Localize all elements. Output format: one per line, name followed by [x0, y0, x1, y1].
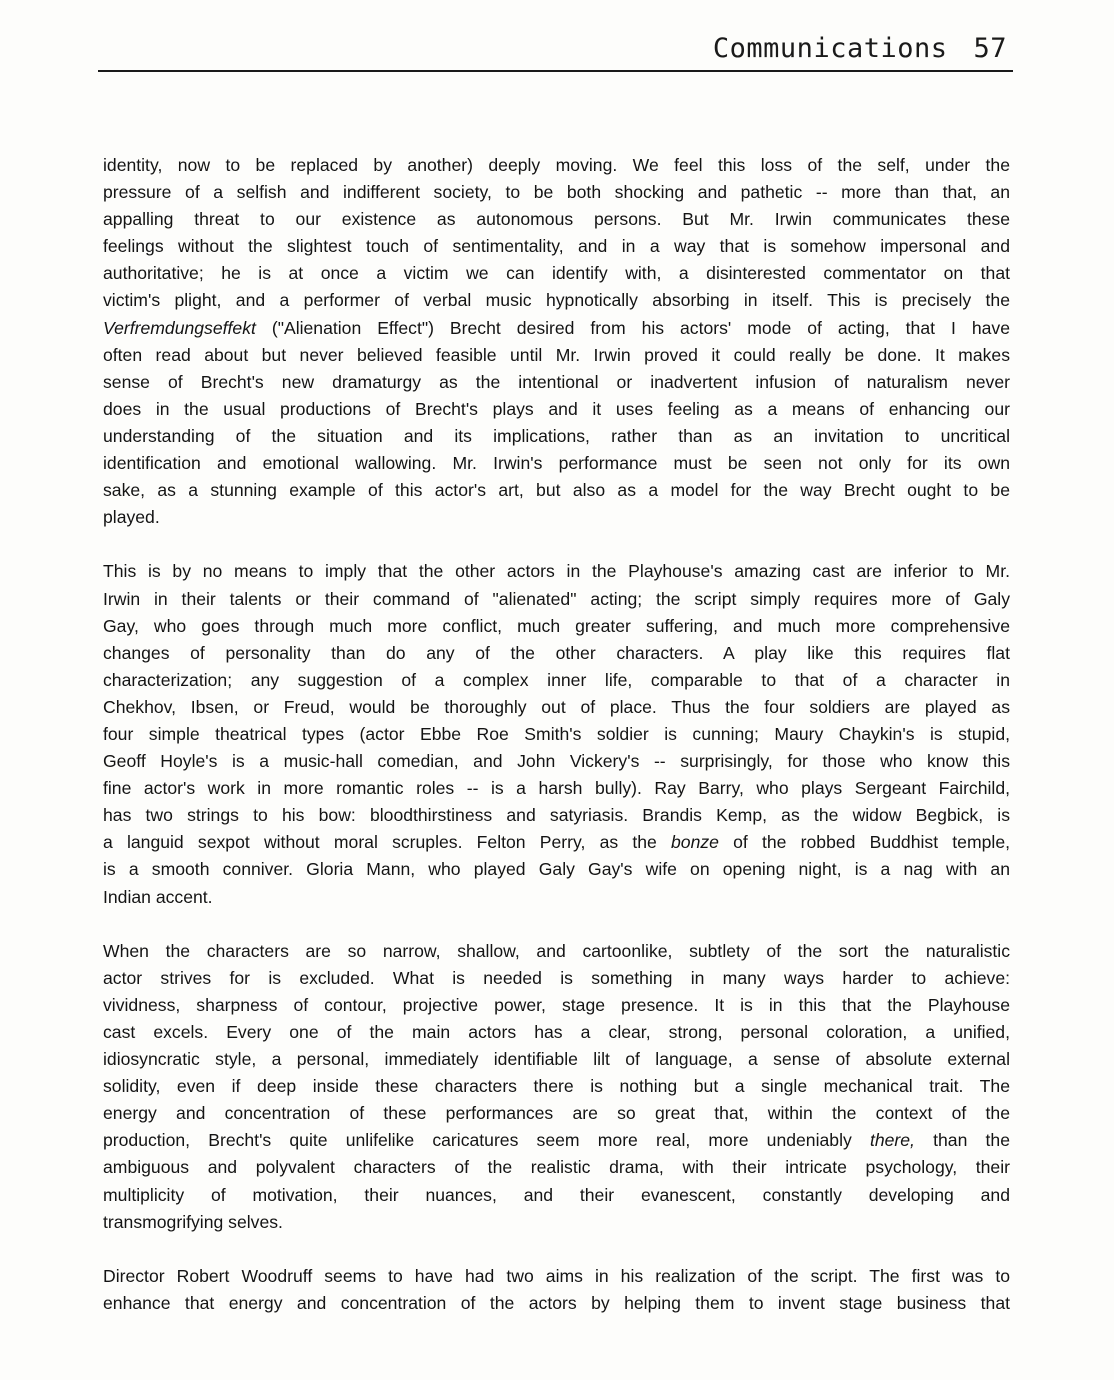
text-segment: than the [914, 1130, 1010, 1151]
text-line: energy and concentration of these performances are so great that, within the context of the [103, 1103, 1010, 1124]
text-line: Director Robert Woodruff seems to have had two aims in his realization of the script. The first was to [103, 1265, 1010, 1286]
text-line: solidity, even if deep inside these characters there is nothing but a single mechanical trait. The [103, 1076, 1010, 1097]
text-line: feelings without the slightest touch of sentimentality, and in a way that is somehow impersonal and [103, 236, 1010, 257]
text-line: When the characters are so narrow, shallow, and cartoonlike, subtlety of the sort the naturalistic [103, 940, 1010, 961]
text-line: enhance that energy and concentration of the actors by helping them to invent stage business that [103, 1292, 1010, 1313]
text-line: victim's plight, and a performer of verbal music hypnotically absorbing in itself. This is precisely the [103, 290, 1010, 311]
text-line: does in the usual productions of Brecht's plays and it uses feeling as a means of enhancing our [103, 398, 1010, 419]
text-line: Chekhov, Ibsen, or Freud, would be thoroughly out of place. Thus the four soldiers are played as [103, 696, 1010, 717]
text-line: authoritative; he is at once a victim we can identify with, a disinterested commentator on that [103, 263, 1010, 284]
text-segment: production, Brecht's quite unlifelike caricatures seem more real, more undeniably [103, 1130, 870, 1151]
text-line: four simple theatrical types (actor Ebbe Roe Smith's soldier is cunning; Maury Chaykin's is stupid, [103, 723, 1010, 744]
text-line: Gay, who goes through much more conflict, much greater suffering, and much more comprehensive [103, 615, 1010, 636]
text-line: idiosyncratic style, a personal, immediately identifiable lilt of language, a sense of absolute external [103, 1049, 1010, 1070]
text-line [103, 315, 1010, 342]
text-line: identification and emotional wallowing. Mr. Irwin's performance must be seen not only for its own [103, 453, 1010, 474]
paragraph [103, 938, 1010, 1236]
text-line: identity, now to be replaced by another) deeply moving. We feel this loss of the self, under the [103, 155, 1010, 175]
paragraph [103, 1263, 1010, 1317]
text-line: sense of Brecht's new dramaturgy as the intentional or inadvertent infusion of naturalism never [103, 371, 1010, 392]
text-line: transmogrifying selves. [103, 1211, 283, 1232]
text-line: ambiguous and polyvalent characters of the realistic drama, with their intricate psychology, their [103, 1157, 1010, 1178]
text-line: This is by no means to imply that the other actors in the Playhouse's amazing cast are inferior to Mr. [103, 561, 1010, 582]
text-line: sake, as a stunning example of this actor's art, but also as a model for the way Brecht ought to be [103, 480, 1010, 501]
text-line: actor strives for is excluded. What is needed is something in many ways harder to achieve: [103, 967, 1010, 988]
text-line: Indian accent. [103, 886, 213, 907]
text-line: changes of personality than do any of the other characters. A play like this requires flat [103, 642, 1010, 663]
running-title: Communications [712, 33, 948, 64]
text-line: cast excels. Every one of the main actors has a clear, strong, personal coloration, a unified, [103, 1022, 1010, 1042]
text-line: fine actor's work in more romantic roles -- is a harsh bully). Ray Barry, who plays Sergeant Fairchild, [103, 778, 1010, 799]
text-line: Irwin in their talents or their command of "alienated" acting; the script simply requires more of Galy [103, 588, 1010, 609]
text-line: appalling threat to our existence as autonomous persons. But Mr. Irwin communicates these [103, 209, 1010, 230]
text-line: played. [103, 507, 160, 528]
text-line: multiplicity of motivation, their nuances, and their evanescent, constantly developing and [103, 1184, 1010, 1205]
text-line: Geoff Hoyle's is a music-hall comedian, and John Vickery's -- surprisingly, for those who know this [103, 751, 1010, 772]
text-line [103, 829, 1010, 856]
text-line: has two strings to his bow: bloodthirstiness and satyriasis. Brandis Kemp, as the widow Begbick, is [103, 805, 1010, 826]
text-line: pressure of a selfish and indifferent society, to be both shocking and pathetic -- more than that, an [103, 182, 1010, 203]
text-line: characterization; any suggestion of a complex inner life, comparable to that of a character in [103, 669, 1010, 690]
paragraph [103, 152, 1010, 531]
italic-term: there, [869, 1130, 915, 1151]
header-text [713, 33, 1007, 64]
paragraph [103, 558, 1010, 910]
text-line: is a smooth conniver. Gloria Mann, who played Galy Gay's wife on opening night, is a nag with an [103, 859, 1010, 880]
article-body [103, 152, 1010, 1344]
text-line: understanding of the situation and its implications, rather than as an invitation to uncritical [103, 425, 1010, 446]
italic-term: bonze [671, 832, 719, 853]
text-segment: ("Alienation Effect") Brecht desired from his actors' mode of acting, that I have [255, 317, 1010, 338]
text-segment: of the robbed Buddhist temple, [718, 832, 1010, 853]
text-segment: a languid sexpot without moral scruples. Felton Perry, as the [103, 832, 671, 853]
text-line [103, 1127, 1010, 1154]
text-line: vividness, sharpness of contour, projective power, stage presence. It is in this that the Playhouse [103, 994, 1010, 1015]
running-header [98, 28, 1013, 72]
italic-term: Verfremdungseffekt [103, 317, 256, 338]
text-line: often read about but never believed feasible until Mr. Irwin proved it could really be done. It makes [103, 344, 1010, 365]
page-number: 57 [973, 33, 1007, 64]
